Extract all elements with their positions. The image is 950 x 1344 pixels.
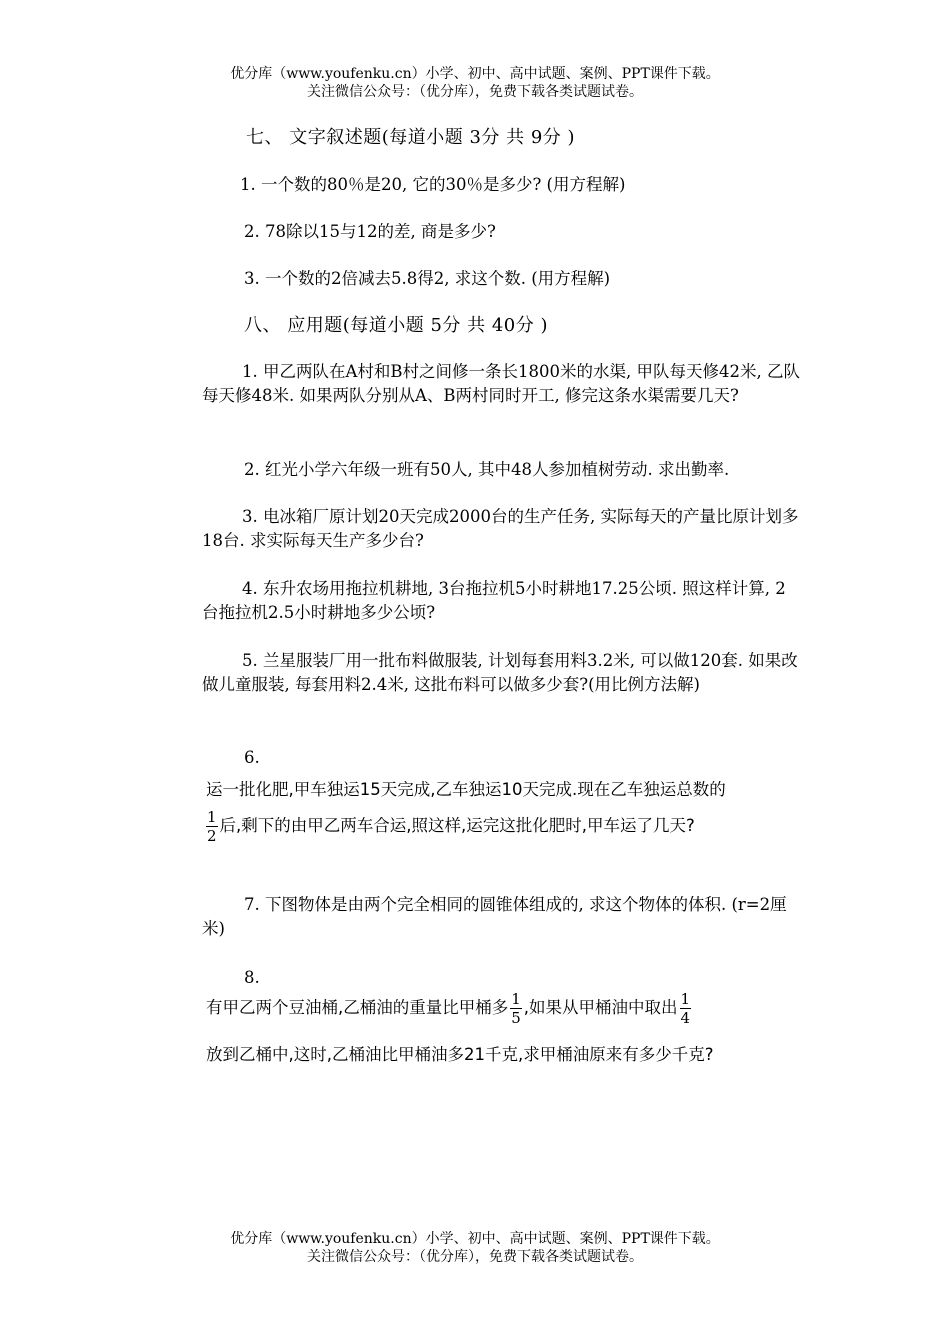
s8-question-6-line-2 — [204, 808, 695, 845]
s8-question-5: 5. 兰星服装厂用一批布料做服装, 计划每套用料3.2米, 可以做120套. 如果改做儿童服装, 每套用料2.4米, 这批布料可以做多少套?(用比例方法解) — [202, 651, 798, 694]
s7-question-2: 2. 78除以15与12的差, 商是多少? — [244, 222, 496, 241]
q8-fraction-2-numerator: 1 — [680, 990, 691, 1008]
s8-question-3: 3. 电冰箱厂原计划20天完成2000台的生产任务, 实际每天的产量比原计划多18台. 求实际每天生产多少台? — [202, 507, 799, 550]
footer-line-2: 关注微信公众号：（优分库），免费下载各类试题试卷。 — [307, 1249, 643, 1265]
s8-question-8-number: 8. — [244, 968, 260, 987]
q6-fraction-numerator: 1 — [207, 808, 217, 826]
section-8-title: 八、 应用题(每道小题 5分 共 40分 ) — [244, 315, 549, 336]
s8-question-6-line-1: 运一批化肥,甲车独运15天完成,乙车独运10天完成.现在乙车独运总数的 — [206, 780, 726, 799]
q8-part-1: 有甲乙两个豆油桶,乙桶油的重量比甲桶多 — [206, 998, 509, 1017]
q6-fraction — [206, 808, 218, 845]
header-line-1: 优分库（www.youfenku.cn）小学、初中、高中试题、案例、PPT课件下载。 — [230, 66, 720, 82]
s8-question-8-line-2: 放到乙桶中,这时,乙桶油比甲桶油多21千克,求甲桶油原来有多少千克? — [206, 1045, 714, 1064]
q8-fraction-2 — [680, 990, 692, 1027]
q8-fraction-1 — [510, 990, 522, 1027]
s8-question-7: 7. 下图物体是由两个完全相同的圆锥体组成的, 求这个物体的体积. (r=2厘米) — [202, 895, 787, 938]
header-line-2: 关注微信公众号：（优分库），免费下载各类试题试卷。 — [307, 84, 643, 100]
q6-fraction-denominator: 2 — [207, 827, 217, 845]
q8-fraction-1-denominator: 5 — [511, 1009, 521, 1027]
s8-question-2: 2. 红光小学六年级一班有50人, 其中48人参加植树劳动. 求出勤率. — [244, 460, 730, 479]
section-7-title: 七、 文字叙述题(每道小题 3分 共 9分 ) — [246, 127, 576, 148]
s7-question-1: 1. 一个数的80％是20, 它的30％是多少? (用方程解) — [240, 175, 626, 194]
footer-line-1: 优分库（www.youfenku.cn）小学、初中、高中试题、案例、PPT课件下载。 — [230, 1231, 720, 1247]
s8-question-1: 1. 甲乙两队在A村和B村之间修一条长1800米的水渠, 甲队每天修42米, 乙队每天修48米. 如果两队分别从A、B两村同时开工, 修完这条水渠需要几天? — [202, 362, 800, 405]
q8-fraction-1-numerator: 1 — [511, 990, 521, 1008]
s8-question-6-number: 6. — [244, 748, 260, 767]
q8-fraction-2-denominator: 4 — [680, 1009, 691, 1027]
s7-question-3: 3. 一个数的2倍减去5.8得2, 求这个数. (用方程解) — [244, 269, 611, 288]
q6-line-2-text: 后,剩下的由甲乙两车合运,照这样,运完这批化肥时,甲车运了几天? — [219, 816, 695, 835]
q8-part-2: ,如果从甲桶油中取出 — [523, 998, 678, 1017]
s8-question-8-line-1 — [206, 990, 693, 1027]
s8-question-4: 4. 东升农场用拖拉机耕地, 3台拖拉机5小时耕地17.25公顷. 照这样计算, 2台拖拉机2.5小时耕地多少公顷? — [202, 579, 786, 622]
